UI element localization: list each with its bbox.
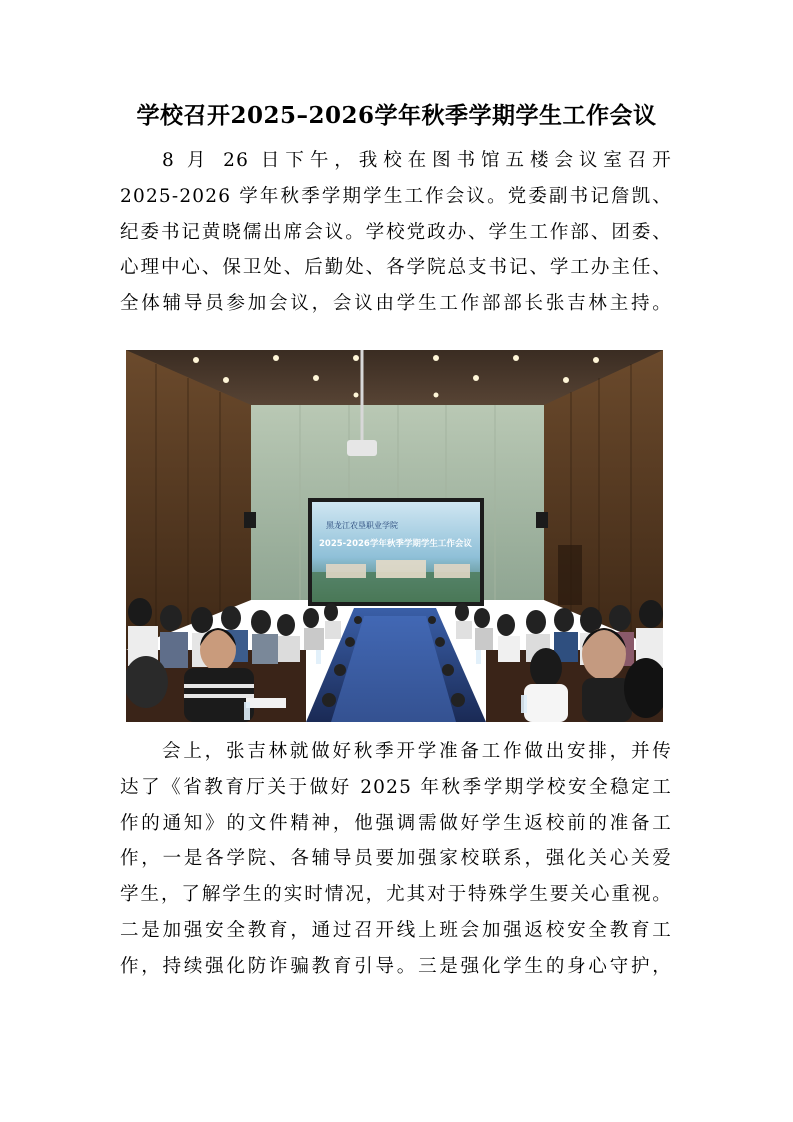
screen-heading: 黑龙江农垦职业学院	[326, 521, 398, 530]
screen-subtitle: 2025-2026学年秋季学期学生工作会议	[319, 539, 472, 549]
meeting-photo	[126, 350, 663, 722]
text-line: 全体辅导员参加会议，会议由学生工作部部长张吉林主持。	[120, 293, 672, 315]
text-line: 作，持续强化防诈骗教育引导。三是强化学生的身心守护，	[120, 955, 672, 977]
text-line: 2025-2026 学年秋季学期学生工作会议。党委副书记詹凯、	[120, 185, 672, 207]
text-line: 作，一是各学院、各辅导员要加强家校联系，强化关心关爱	[120, 848, 672, 870]
text-line: 二是加强安全教育，通过召开线上班会加强返校安全教育工	[120, 919, 672, 941]
text-line: 达了《省教育厅关于做好 2025 年秋季学期学校安全稳定工	[120, 776, 672, 798]
document-title: 学校召开2025–2026学年秋季学期学生工作会议	[136, 102, 657, 129]
paragraph-intro	[120, 143, 672, 322]
text-line: 8 月 26 日下午，我校在图书馆五楼会议室召开	[162, 150, 672, 171]
paragraph-meeting-content	[120, 734, 672, 985]
text-line: 作的通知》的文件精神，他强调需做好学生返校前的准备工	[120, 812, 672, 834]
text-line: 学生，了解学生的实时情况，尤其对于特殊学生要关心重视。	[120, 884, 672, 906]
text-line: 会上，张吉林就做好秋季开学准备工作做出安排，并传	[162, 741, 672, 762]
text-line: 纪委书记黄晓儒出席会议。学校党政办、学生工作部、团委、	[120, 221, 672, 243]
text-line: 心理中心、保卫处、后勤处、各学院总支书记、学工办主任、	[120, 257, 672, 279]
